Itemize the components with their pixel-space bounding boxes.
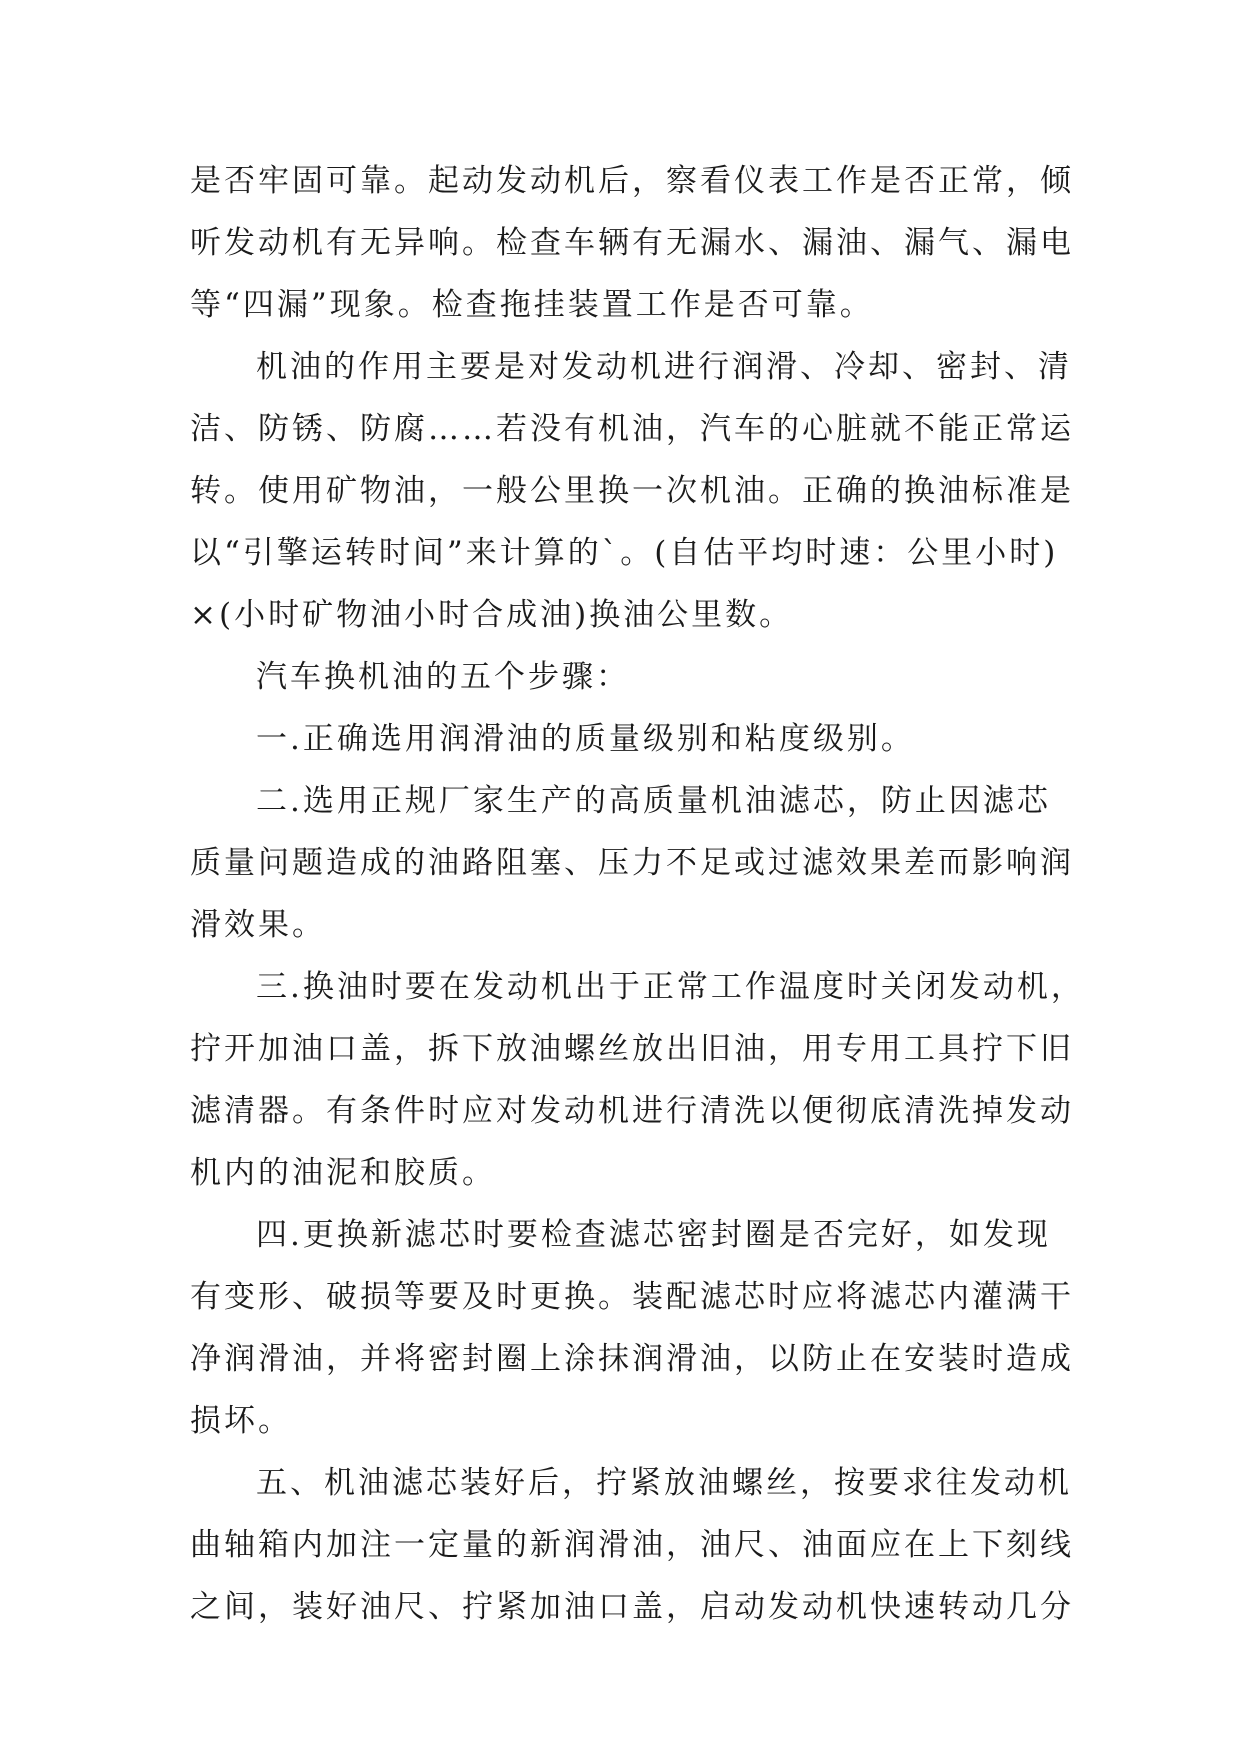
text-line: ×(小时矿物油小时合成油)换油公里数。	[190, 597, 794, 633]
paragraph-3	[190, 646, 1050, 708]
text-line: 有变形、破损等要及时更换。装配滤芯时应将滤芯内灌满干	[190, 1279, 1074, 1315]
text-line: 净润滑油，并将密封圈上涂抹润滑油，以防止在安装时造成	[190, 1341, 1074, 1377]
text-line: 机内的油泥和胶质。	[190, 1155, 496, 1191]
paragraph-2	[190, 336, 1074, 646]
document-body	[190, 150, 1085, 1638]
paragraph-8	[190, 1452, 1074, 1638]
paragraph-1	[190, 150, 1074, 336]
text-line: 损坏。	[190, 1403, 292, 1439]
text-line: 转。使用矿物油，一般公里换一次机油。正确的换油标准是	[190, 473, 1074, 509]
text-line: 一.正确选用润滑油的质量级别和粘度级别。	[256, 721, 915, 757]
text-line: 三.换油时要在发动机出于正常工作温度时关闭发动机，	[256, 969, 1085, 1005]
paragraph-7	[190, 1204, 1074, 1452]
text-line: 汽车换机油的五个步骤：	[256, 659, 630, 695]
paragraph-6	[190, 956, 1085, 1204]
text-line: 质量问题造成的油路阻塞、压力不足或过滤效果差而影响润	[190, 845, 1074, 881]
paragraph-5	[190, 770, 1074, 956]
text-line: 滑效果。	[190, 907, 326, 943]
text-line: 四.更换新滤芯时要检查滤芯密封圈是否完好，如发现	[256, 1217, 1051, 1253]
text-line: 滤清器。有条件时应对发动机进行清洗以便彻底清洗掉发动	[190, 1093, 1074, 1129]
text-line: 曲轴箱内加注一定量的新润滑油，油尺、油面应在上下刻线	[190, 1527, 1074, 1563]
text-line: 听发动机有无异响。检查车辆有无漏水、漏油、漏气、漏电	[190, 225, 1074, 261]
text-line: 五、机油滤芯装好后，拧紧放油螺丝，按要求往发动机	[256, 1465, 1072, 1501]
text-line: 二.选用正规厂家生产的高质量机油滤芯，防止因滤芯	[256, 783, 1051, 819]
text-line: 机油的作用主要是对发动机进行润滑、冷却、密封、清	[256, 349, 1072, 385]
text-line: 以“引擎运转时间”来计算的`。(自估平均时速：公里小时)	[190, 535, 1059, 571]
text-line: 拧开加油口盖，拆下放油螺丝放出旧油，用专用工具拧下旧	[190, 1031, 1074, 1067]
text-line: 是否牢固可靠。起动发动机后，察看仪表工作是否正常，倾	[190, 163, 1074, 199]
text-line: 洁、防锈、防腐……若没有机油，汽车的心脏就不能正常运	[190, 411, 1074, 447]
text-line: 等“四漏”现象。检查拖挂装置工作是否可靠。	[190, 287, 874, 323]
text-line: 之间，装好油尺、拧紧加油口盖，启动发动机快速转动几分	[190, 1589, 1074, 1625]
paragraph-4	[190, 708, 1050, 770]
